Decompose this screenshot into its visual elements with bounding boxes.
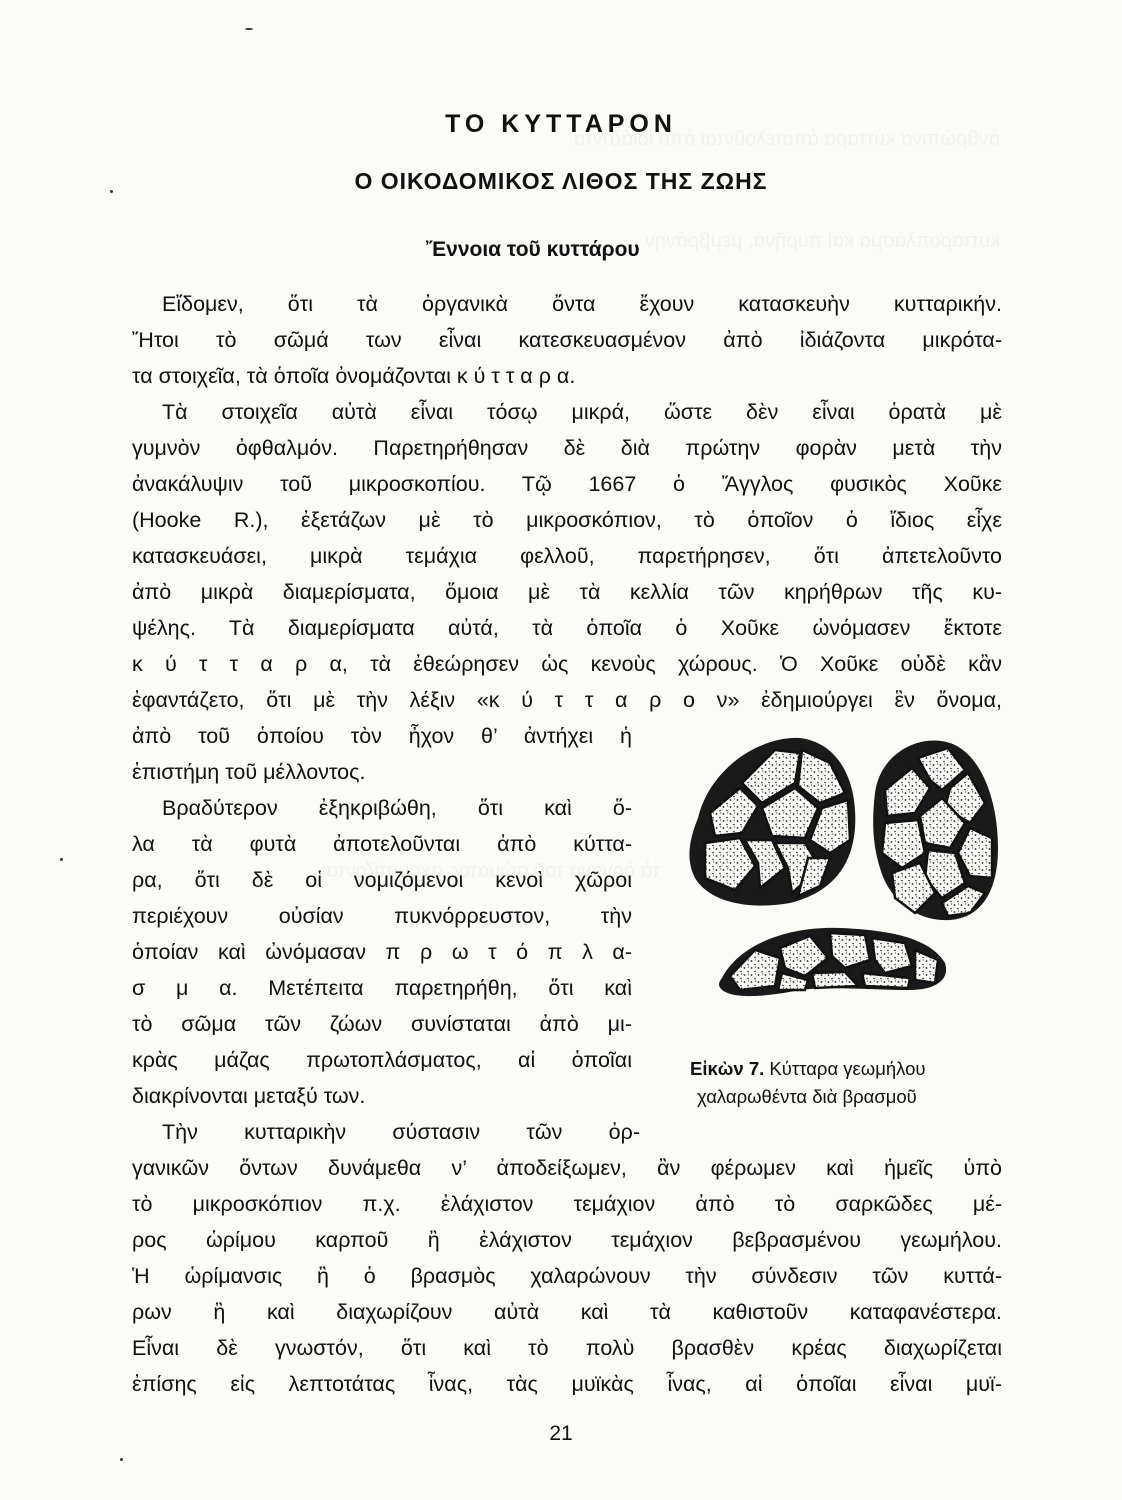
text-line: ἐφαντάζετο, ὅτι μὲ τὴν λέξιν «κ ύ τ τ α ρ ο ν» ἐδημιούργει ἓν ὄνομα, <box>132 688 1002 712</box>
text-line: ρα, ὅτι δὲ οἱ νομιζόμενοι κενοὶ χῶροι <box>132 868 632 892</box>
text-line: ρων ἢ καὶ διαχωρίζουν αὐτὰ καὶ τὰ καθιστοῦν καταφανέστερα. <box>132 1300 1002 1324</box>
cell-cluster-right <box>873 740 998 920</box>
text-line: ἀπὸ τοῦ ὁποίου τὸν ἦχον θ’ ἀντήχει ἡ <box>132 724 632 748</box>
text-line: ἀπὸ μικρὰ διαμερίσματα, ὅμοια μὲ τὰ κελλία τῶν κηρήθρων τῆς κυ- <box>132 580 1002 604</box>
scan-speck <box>245 28 253 30</box>
text-line: τα στοιχεῖα, τὰ ὁποῖα ὀνομάζονται κ ύ τ τ α ρ α. <box>132 364 576 388</box>
text-line: κρὰς μάζας πρωτοπλάσματος, αἱ ὁποῖαι <box>132 1048 632 1072</box>
text-line: λα τὰ φυτὰ ἀποτελοῦνται ἀπὸ κύττα- <box>132 832 632 856</box>
section-heading: Ἔννοια τοῦ κυττάρου <box>426 238 640 261</box>
text-line: ρος ὡρίμου καρποῦ ἢ ἐλάχιστον τεμάχιον βεβρασμένου γεωμήλου. <box>132 1228 1002 1252</box>
page-subtitle: Ο ΟΙΚΟΔΟΜΙΚΟΣ ΛΙΘΟΣ ΤΗΣ ΖΩΗΣ <box>354 168 768 194</box>
text-line: κ ύ τ τ α ρ α, τὰ ἐθεώρησεν ὡς κενοὺς χώρους. Ὁ Χοῦκε οὐδὲ κἂν <box>132 652 1002 676</box>
text-line: τὸ σῶμα τῶν ζώων συνίσταται ἀπὸ μι- <box>132 1012 632 1036</box>
cell-cluster-bottom <box>719 928 946 996</box>
text-line: Ἡ ὡρίμανσις ἢ ὁ βρασμὸς χαλαρώνουν τὴν σύνδεσιν τῶν κυττά- <box>132 1264 1002 1288</box>
text-line: περιέχουν οὐσίαν πυκνόρρευστον, τὴν <box>132 904 632 928</box>
text-line: διακρίνονται μεταξύ των. <box>132 1084 366 1108</box>
figure-label: Εἰκὼν 7. <box>690 1058 765 1079</box>
page-title: ΤΟ ΚΥΤΤΑΡΟΝ <box>445 110 677 138</box>
cell-cluster-left <box>689 738 855 906</box>
potato-cells-figure <box>680 728 1010 1058</box>
text-line: ὁποίαν καὶ ὠνόμασαν π ρ ω τ ό π λ α- <box>132 940 632 964</box>
text-line: Ἤτοι τὸ σῶμά των εἶναι κατεσκευασμένον ἀπὸ ἰδιάζοντα μικρότα- <box>132 328 1002 352</box>
figure-caption-line2: χαλαρωθέντα διὰ βρασμοῦ <box>697 1086 917 1107</box>
figure-caption-line1 <box>690 1058 926 1080</box>
text-line: κατασκευάσει, μικρὰ τεμάχια φελλοῦ, παρετήρησεν, ὅτι ἀπετελοῦντο <box>132 544 1002 568</box>
text-line: τὸ μικροσκόπιον π.χ. ἐλάχιστον τεμάχιον ἀπὸ τὸ σαρκῶδες μέ- <box>132 1192 1002 1216</box>
scan-speck <box>110 190 113 193</box>
text-line: γανικῶν ὄντων δυνάμεθα ν’ ἀποδείξωμεν, ἂν φέρωμεν καὶ ἡμεῖς ὑπὸ <box>132 1156 1002 1180</box>
text-line: Εἶναι δὲ γνωστόν, ὅτι καὶ τὸ πολὺ βρασθὲν κρέας διαχωρίζεται <box>132 1336 1002 1360</box>
text-line: ψέλης. Τὰ διαμερίσματα αὐτά, τὰ ὁποῖα ὁ Χοῦκε ὠνόμασεν ἔκτοτε <box>132 616 1002 640</box>
text-line: Εἴδομεν, ὅτι τὰ ὀργανικὰ ὄντα ἔχουν κατασκευὴν κυτταρικήν. <box>162 292 1002 316</box>
text-line: ἐπίσης εἰς λεπτοτάτας ἶνας, τὰς μυϊκὰς ἶνας, αἱ ὁποῖαι εἶναι μυϊ- <box>132 1372 1002 1396</box>
text-line: Τὰ στοιχεῖα αὐτὰ εἶναι τόσῳ μικρά, ὥστε δὲν εἶναι ὁρατὰ μὲ <box>162 400 1002 424</box>
text-line: γυμνὸν ὀφθαλμόν. Παρετηρήθησαν δὲ διὰ πρώτην φορὰν μετὰ τὴν <box>132 436 1002 460</box>
text-line: ἐπιστήμη τοῦ μέλλοντος. <box>132 760 366 784</box>
scan-speck <box>60 858 63 861</box>
text-line: Τὴν κυτταρικὴν σύστασιν τῶν ὀρ- <box>162 1120 640 1144</box>
text-line: Βραδύτερον ἐξηκριβώθη, ὅτι καὶ ὅ- <box>162 796 632 820</box>
scan-speck <box>120 1458 123 1461</box>
text-line: (Hooke R.), ἐξετάζων μὲ τὸ μικροσκόπιον, τὸ ὁποῖον ὁ ἴδιος εἶχε <box>132 508 1002 532</box>
figure-caption-text: Κύτταρα γεωμήλου <box>769 1058 926 1079</box>
page-number: 21 <box>549 1422 573 1445</box>
text-line: ἀνακάλυψιν τοῦ μικροσκοπίου. Τῷ 1667 ὁ Ἄγγλος φυσικὸς Χοῦκε <box>132 472 1002 496</box>
text-line: σ μ α. Μετέπειτα παρετηρήθη, ὅτι καὶ <box>132 976 632 1000</box>
